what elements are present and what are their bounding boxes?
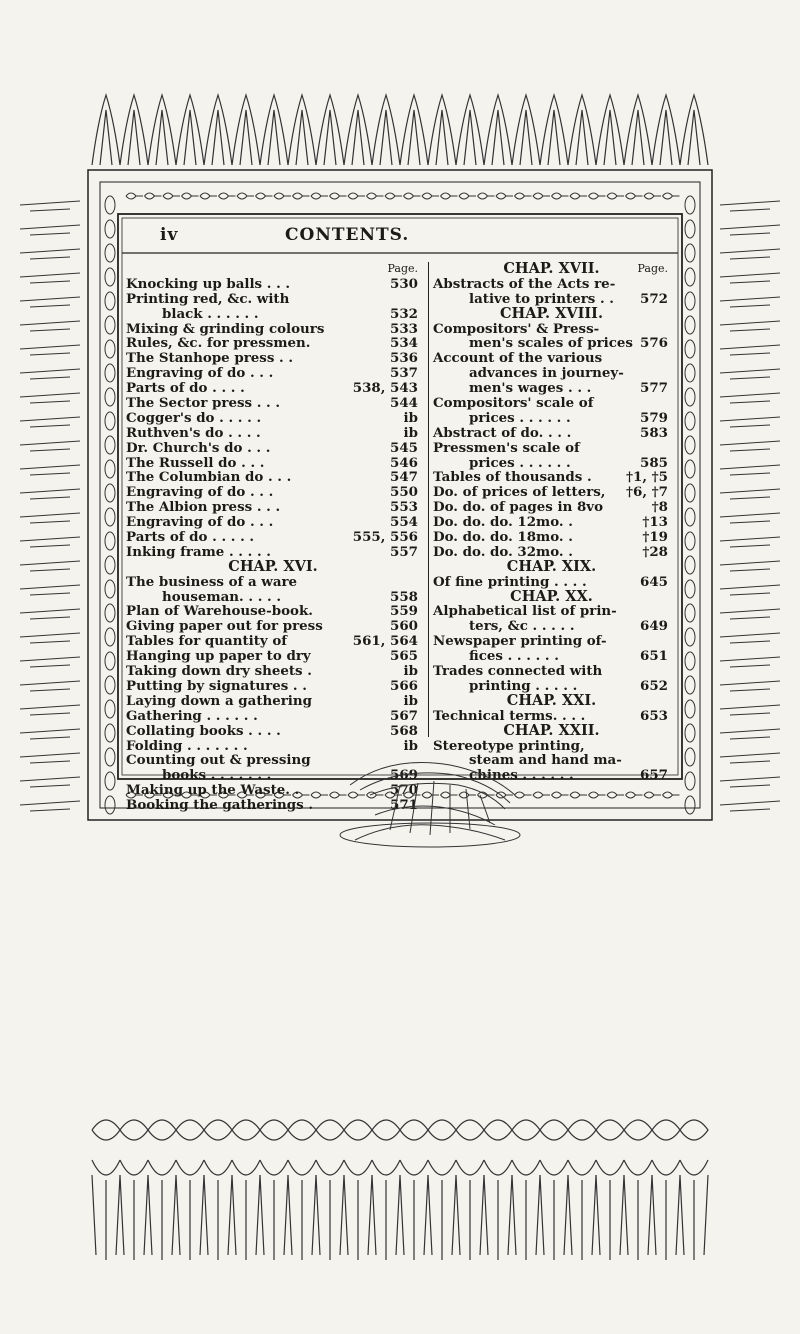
entry-title: Putting by signatures . . <box>126 677 307 694</box>
entry-title: The Albion press . . . <box>126 499 281 516</box>
entry-title: The business of a ware <box>126 573 298 590</box>
printing-press-vignette <box>330 745 530 855</box>
toc-entry <box>433 649 670 664</box>
toc-entry <box>433 426 670 441</box>
entry-title: Abstract of do. . . . <box>433 424 572 441</box>
entry-page-number: 572 <box>640 290 668 307</box>
entry-page-number: 645 <box>640 573 668 590</box>
entry-page-number: 569 <box>390 767 418 784</box>
entry-page-number: 559 <box>390 603 418 620</box>
entry-page-number: 560 <box>390 618 418 635</box>
toc-entry <box>126 470 420 485</box>
chapter-heading <box>433 721 670 739</box>
entry-page-number: 538, 543 <box>352 380 418 397</box>
entry-title: Do. of prices of letters, <box>433 484 606 501</box>
chapter-title: CHAP. XX. <box>510 587 593 605</box>
toc-entry <box>433 351 670 366</box>
toc-entry <box>126 366 420 381</box>
entry-title: The Columbian do . . . <box>126 469 292 486</box>
entry-title: steam and hand ma- <box>469 752 622 769</box>
toc-entry <box>433 485 670 500</box>
entry-title: printing . . . . . <box>469 677 578 694</box>
toc-entry <box>126 351 420 366</box>
entry-title: Do. do. do. 12mo. . <box>433 514 573 531</box>
entry-page-number: 566 <box>390 677 418 694</box>
entry-title: Plan of Warehouse-book. <box>126 603 313 620</box>
toc-entry <box>126 485 420 500</box>
entry-page-number: 553 <box>390 499 418 516</box>
entry-title: Giving paper out for press <box>126 618 323 635</box>
toc-entry <box>126 277 420 292</box>
toc-entry <box>433 336 670 351</box>
entry-page-number: 533 <box>390 320 418 337</box>
toc-entry <box>433 470 670 485</box>
entry-title: Technical terms. . . . <box>433 707 586 724</box>
toc-entry <box>126 292 420 307</box>
chapter-title: CHAP. XVII. <box>503 260 600 277</box>
entry-page-number: 652 <box>640 677 668 694</box>
entry-page-number: 546 <box>390 454 418 471</box>
entry-page-number: 576 <box>640 335 668 352</box>
toc-entry <box>126 515 420 530</box>
toc-entry <box>126 679 420 694</box>
entry-page-number: ib <box>403 663 418 680</box>
entry-title: Making up the Waste. . <box>126 782 300 799</box>
left-column <box>126 262 420 813</box>
toc-entry <box>433 441 670 456</box>
toc-entry <box>126 664 420 679</box>
toc-entry <box>433 500 670 515</box>
page-header <box>130 225 670 247</box>
entry-title: The Russell do . . . <box>126 454 265 471</box>
entry-page-number: 536 <box>390 350 418 367</box>
toc-entry <box>126 426 420 441</box>
toc-entry <box>433 396 670 411</box>
page-column-label <box>126 262 420 277</box>
entry-title: Engraving of do . . . <box>126 484 274 501</box>
entry-title: men's wages . . . <box>469 380 592 397</box>
entry-title: Knocking up balls . . . <box>126 275 291 292</box>
toc-entry <box>126 381 420 396</box>
chapter-title: CHAP. XXII. <box>503 721 600 739</box>
entry-page-number: †8 <box>651 499 668 516</box>
toc-entry <box>433 381 670 396</box>
page-label: Page. <box>637 262 668 275</box>
entry-title: lative to printers . . <box>469 290 614 307</box>
toc-entry <box>126 724 420 739</box>
toc-entry <box>433 619 670 634</box>
toc-entry <box>126 619 420 634</box>
toc-entry <box>126 590 420 605</box>
toc-entry <box>126 456 420 471</box>
chapter-heading <box>433 691 670 709</box>
entry-title: Taking down dry sheets . <box>126 663 312 680</box>
page-label: Page. <box>387 262 418 275</box>
entry-page-number: 568 <box>390 722 418 739</box>
entry-title: advances in journey- <box>469 365 624 382</box>
entry-title: Printing red, &c. with <box>126 290 290 307</box>
entry-title: Folding . . . . . . . <box>126 737 248 754</box>
entry-page-number: 577 <box>640 380 668 397</box>
toc-entry <box>126 694 420 709</box>
entry-title: Parts of do . . . . . <box>126 529 255 546</box>
toc-entry <box>126 530 420 545</box>
entry-title: Do. do. do. 32mo. . <box>433 543 573 560</box>
entry-title: Dr. Church's do . . . <box>126 439 271 456</box>
toc-entry <box>433 530 670 545</box>
entry-title: Cogger's do . . . . . <box>126 409 262 426</box>
entry-title: Tables for quantity of <box>126 633 288 650</box>
toc-entry <box>126 396 420 411</box>
chapter-title: CHAP. XXI. <box>506 691 597 709</box>
entry-title: Counting out & pressing <box>126 752 311 769</box>
toc-entry <box>433 456 670 471</box>
entry-page-number: ib <box>403 424 418 441</box>
entry-page-number: 567 <box>390 707 418 724</box>
toc-entry <box>126 709 420 724</box>
entry-title: Collating books . . . . <box>126 722 281 739</box>
toc-entry <box>126 500 420 515</box>
toc-entry <box>126 604 420 619</box>
chapter-title: CHAP. XIX. <box>506 557 597 575</box>
right-column <box>433 262 670 783</box>
entry-page-number: †28 <box>642 543 668 560</box>
entry-page-number: †1, †5 <box>626 469 668 486</box>
entry-page-number: 558 <box>390 588 418 605</box>
entry-title: Engraving of do . . . <box>126 514 274 531</box>
entry-title: Tables of thousands . <box>433 469 592 486</box>
entry-page-number: 537 <box>390 365 418 382</box>
entry-page-number: 547 <box>390 469 418 486</box>
entry-page-number: 534 <box>390 335 418 352</box>
entry-page-number: †6, †7 <box>626 484 668 501</box>
entry-title: Do. do. of pages in 8vo <box>433 499 604 516</box>
toc-entry <box>126 307 420 322</box>
entry-page-number: 649 <box>640 618 668 635</box>
chapter-title: CHAP. XVIII. <box>500 304 603 322</box>
toc-entry <box>126 634 420 649</box>
entry-title: Abstracts of the Acts re- <box>433 275 616 292</box>
entry-page-number: 561, 564 <box>352 633 418 650</box>
chapter-title: CHAP. XVI. <box>228 557 318 575</box>
page-title: CONTENTS. <box>285 225 410 245</box>
entry-page-number: †13 <box>642 514 668 531</box>
entry-title: Of fine printing . . . . <box>433 573 587 590</box>
entry-page-number: 550 <box>390 484 418 501</box>
entry-page-number: 532 <box>390 305 418 322</box>
entry-page-number: 555, 556 <box>352 529 418 546</box>
entry-page-number: 583 <box>640 424 668 441</box>
entry-page-number: ib <box>403 692 418 709</box>
toc-entry <box>433 664 670 679</box>
toc-entry <box>433 277 670 292</box>
entry-title: Booking the gatherings . <box>126 797 313 814</box>
toc-entry <box>433 366 670 381</box>
entry-page-number: 544 <box>390 395 418 412</box>
toc-entry <box>433 322 670 337</box>
entry-page-number: 585 <box>640 454 668 471</box>
entry-title: The Stanhope press . . <box>126 350 294 367</box>
chapter-heading <box>433 557 670 575</box>
entry-page-number: 651 <box>640 648 668 665</box>
entry-title: Mixing & grinding colours <box>126 320 325 337</box>
entry-title: Compositors' & Press- <box>433 320 600 337</box>
entry-title: The Sector press . . . <box>126 395 281 412</box>
toc-entry <box>126 336 420 351</box>
entry-title: prices . . . . . . <box>469 454 571 471</box>
entry-title: men's scales of prices <box>469 335 633 352</box>
toc-entry <box>126 322 420 337</box>
toc-entry <box>433 411 670 426</box>
entry-page-number: 570 <box>390 782 418 799</box>
entry-title: houseman. . . . . <box>162 588 281 605</box>
entry-title: Gathering . . . . . . <box>126 707 258 724</box>
toc-entry <box>433 604 670 619</box>
column-divider <box>428 262 429 737</box>
entry-page-number: 653 <box>640 707 668 724</box>
entry-title: prices . . . . . . <box>469 409 571 426</box>
entry-title: Hanging up paper to dry <box>126 648 311 665</box>
entry-page-number: ib <box>403 737 418 754</box>
entry-title: Alphabetical list of prin- <box>433 603 617 620</box>
entry-title: Inking frame . . . . . <box>126 543 271 560</box>
entry-title: Parts of do . . . . <box>126 380 245 397</box>
entry-page-number: 554 <box>390 514 418 531</box>
entry-title: ters, &c . . . . . <box>469 618 575 635</box>
entry-title: Compositors' scale of <box>433 395 594 412</box>
entry-page-number: 530 <box>390 275 418 292</box>
toc-entry <box>126 649 420 664</box>
entry-title: Laying down a gathering <box>126 692 312 709</box>
entry-title: Trades connected with <box>433 663 603 680</box>
entry-page-number: 557 <box>390 543 418 560</box>
entry-title: books . . . . . . . <box>162 767 272 784</box>
entry-title: Rules, &c. for pressmen. <box>126 335 311 352</box>
entry-page-number: 579 <box>640 409 668 426</box>
toc-entry <box>433 515 670 530</box>
entry-title: Ruthven's do . . . . <box>126 424 261 441</box>
chapter-heading <box>126 557 420 575</box>
entry-title: Account of the various <box>433 350 603 367</box>
entry-page-number: 545 <box>390 439 418 456</box>
toc-entry <box>126 575 420 590</box>
toc-entry <box>126 441 420 456</box>
entry-title: Engraving of do . . . <box>126 365 274 382</box>
entry-page-number: ib <box>403 409 418 426</box>
chapter-heading <box>433 304 670 322</box>
entry-page-number: 565 <box>390 648 418 665</box>
entry-title: fices . . . . . . <box>469 648 559 665</box>
entry-title: Newspaper printing of- <box>433 633 607 650</box>
entry-title: chines . . . . . . <box>469 767 574 784</box>
entry-title: Do. do. do. 18mo. . <box>433 529 573 546</box>
entry-page-number: 657 <box>640 767 668 784</box>
page-number-roman: iv <box>160 225 179 245</box>
toc-entry <box>433 634 670 649</box>
entry-title: Stereotype printing, <box>433 737 585 754</box>
entry-page-number: †19 <box>642 529 668 546</box>
entry-page-number: 571 <box>390 797 418 814</box>
toc-entry <box>126 411 420 426</box>
chapter-heading <box>433 587 670 605</box>
chapter-heading <box>433 262 670 277</box>
entry-title: black . . . . . . <box>162 305 259 322</box>
entry-title: Pressmen's scale of <box>433 439 580 456</box>
